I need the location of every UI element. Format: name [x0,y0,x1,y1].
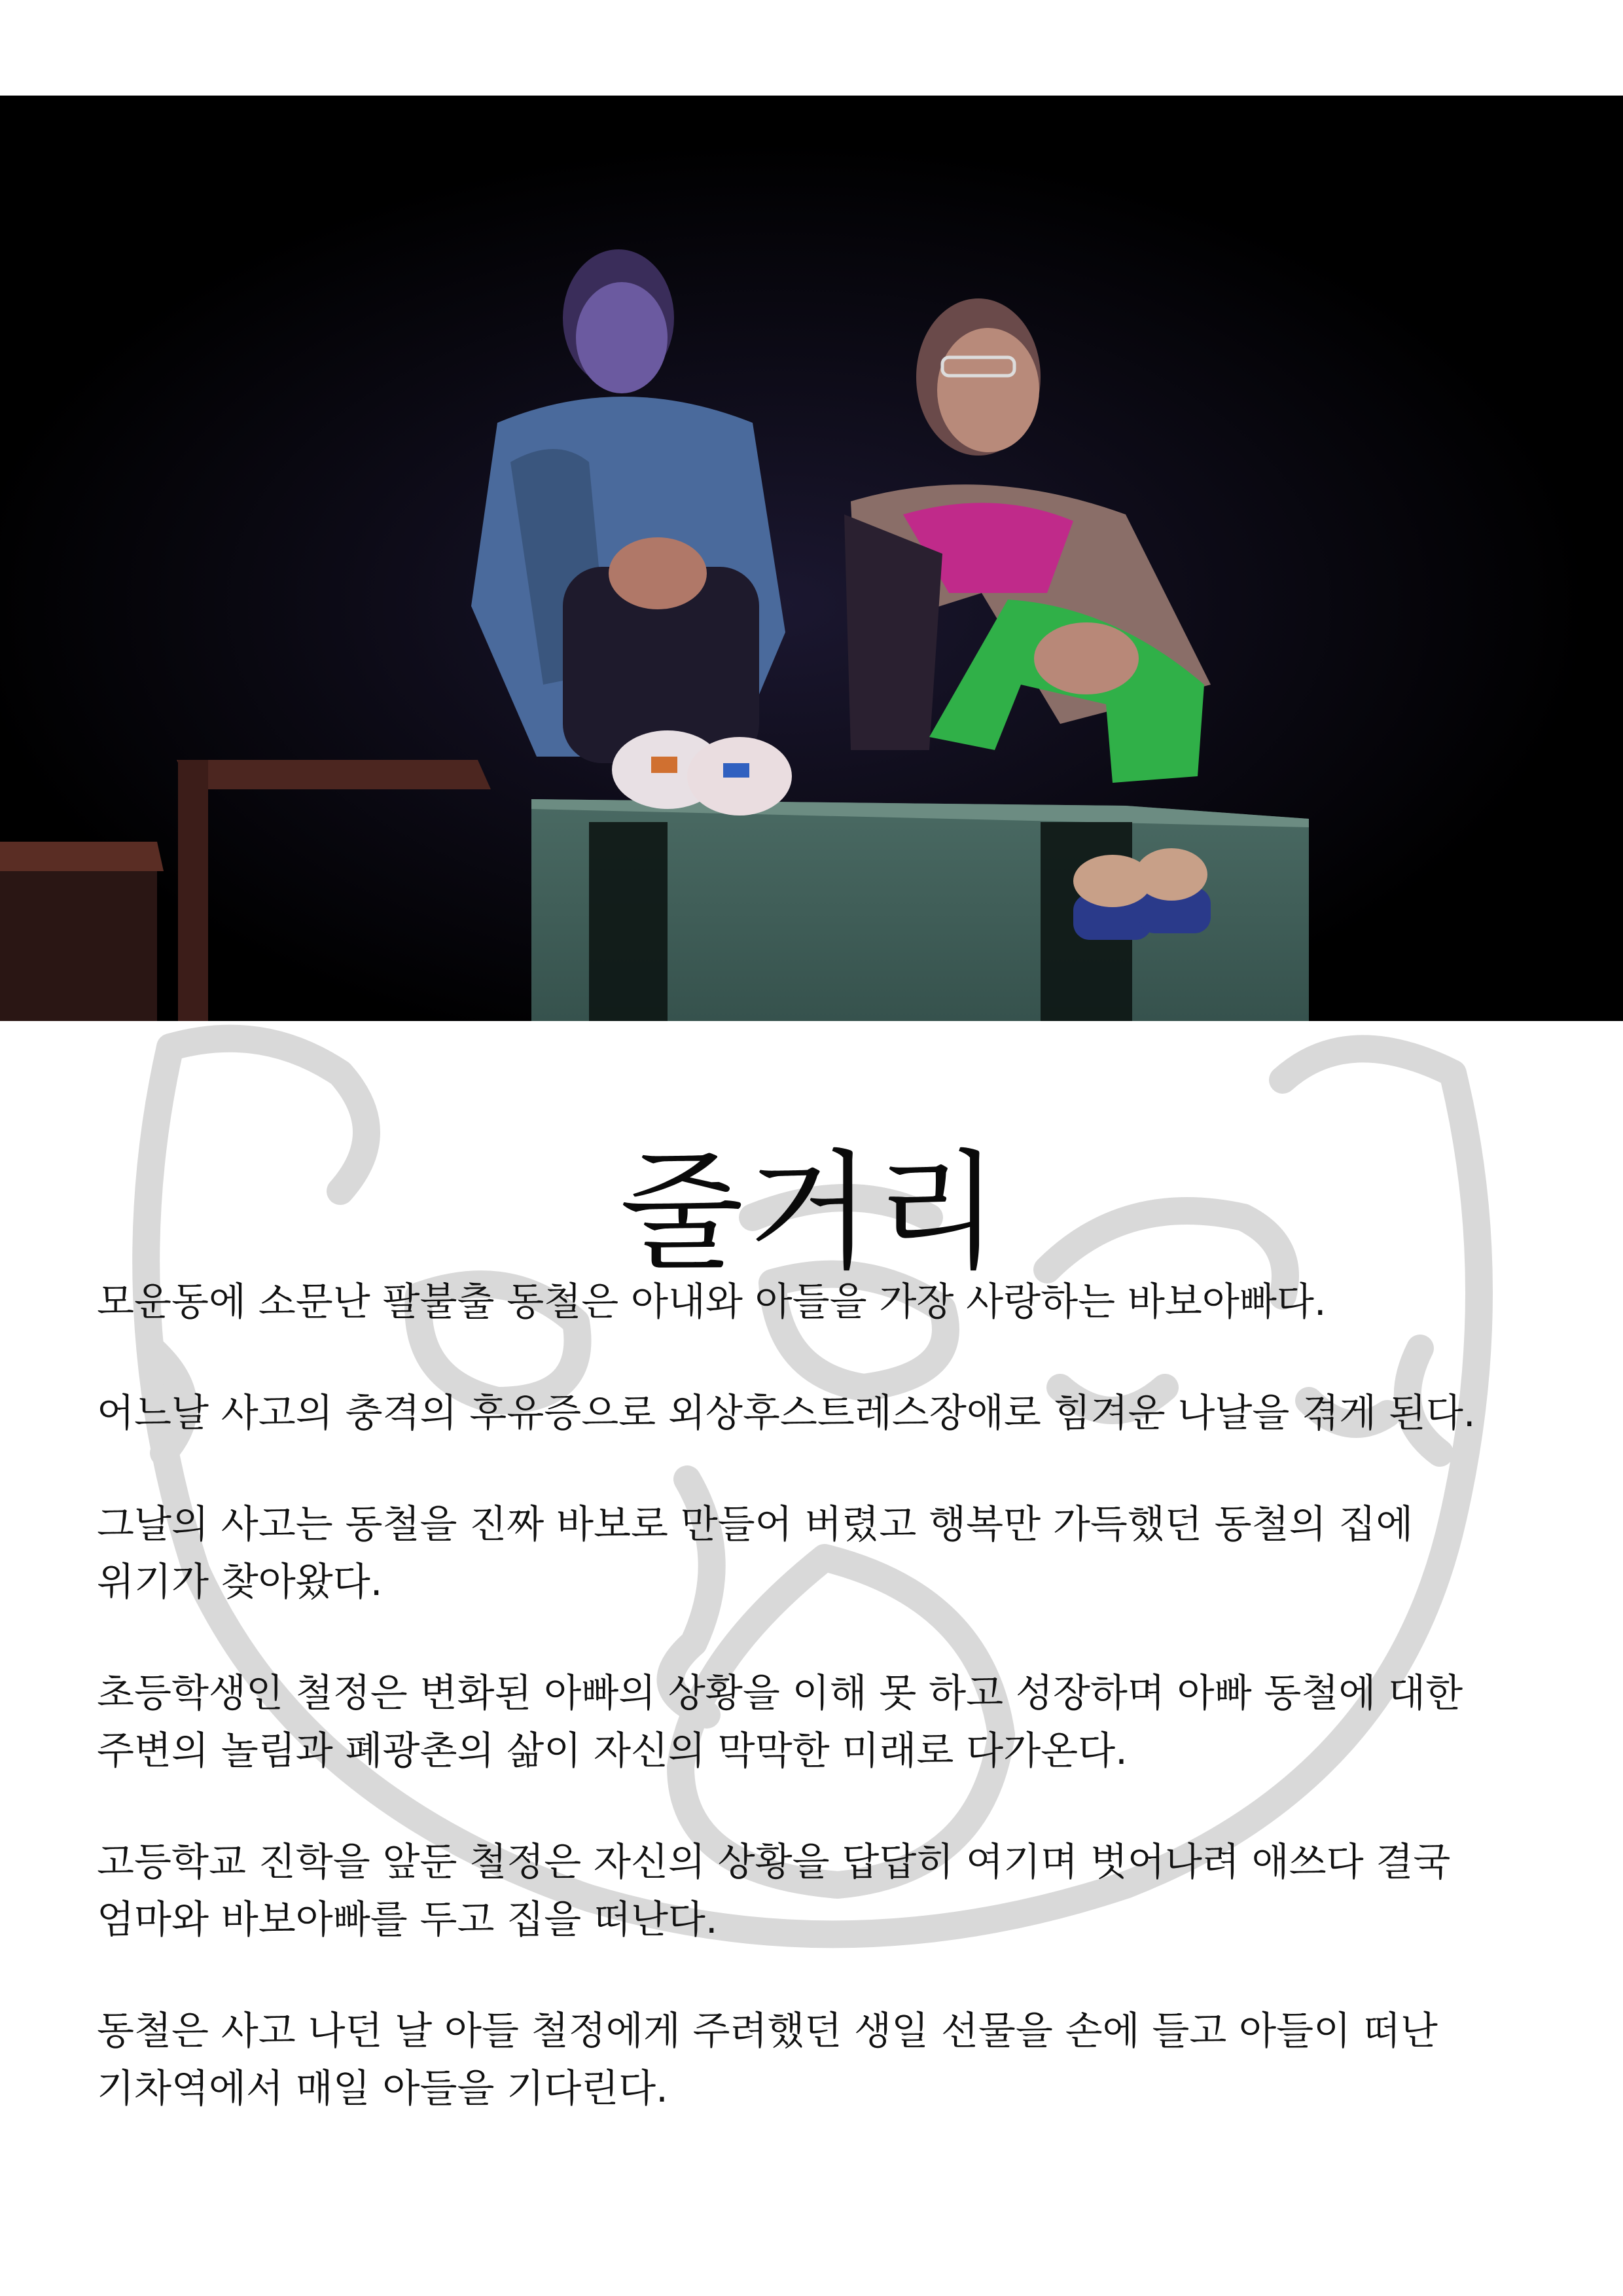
stage-photo [0,96,1623,1021]
synopsis-paragraph-1: 모운동에 소문난 팔불출 동철은 아내와 아들을 가장 사랑하는 바보아빠다. [97,1279,1327,1324]
synopsis-paragraph-6: 동철은 사고 나던 날 아들 철정에게 주려했던 생일 선물을 손에 들고 아들이 떠난 기차역에서 매일 아들을 기다린다. [97,2008,1438,2111]
synopsis-body [97,1273,1569,2171]
synopsis-paragraph-5: 고등학교 진학을 앞둔 철정은 자신의 상황을 답답히 여기며 벗어나려 애쓰다 결국 엄마와 바보아빠를 두고 집을 떠난다. [97,1839,1451,1942]
synopsis-paragraph-3: 그날의 사고는 동철을 진짜 바보로 만들어 버렸고 행복만 가득했던 동철의 집에 위기가 찾아왔다. [97,1501,1414,1604]
synopsis-paragraph-2: 어느날 사고의 충격의 후유증으로 외상후스트레스장애로 힘겨운 나날을 겪게 된다. [97,1390,1476,1435]
page-title: 줄거리 [619,1138,1003,1288]
synopsis-paragraph-4: 초등학생인 철정은 변화된 아빠의 상황을 이해 못 하고 성장하며 아빠 동철에 대한 주변의 놀림과 폐광촌의 삶이 자신의 막막한 미래로 다가온다. [97,1670,1463,1773]
